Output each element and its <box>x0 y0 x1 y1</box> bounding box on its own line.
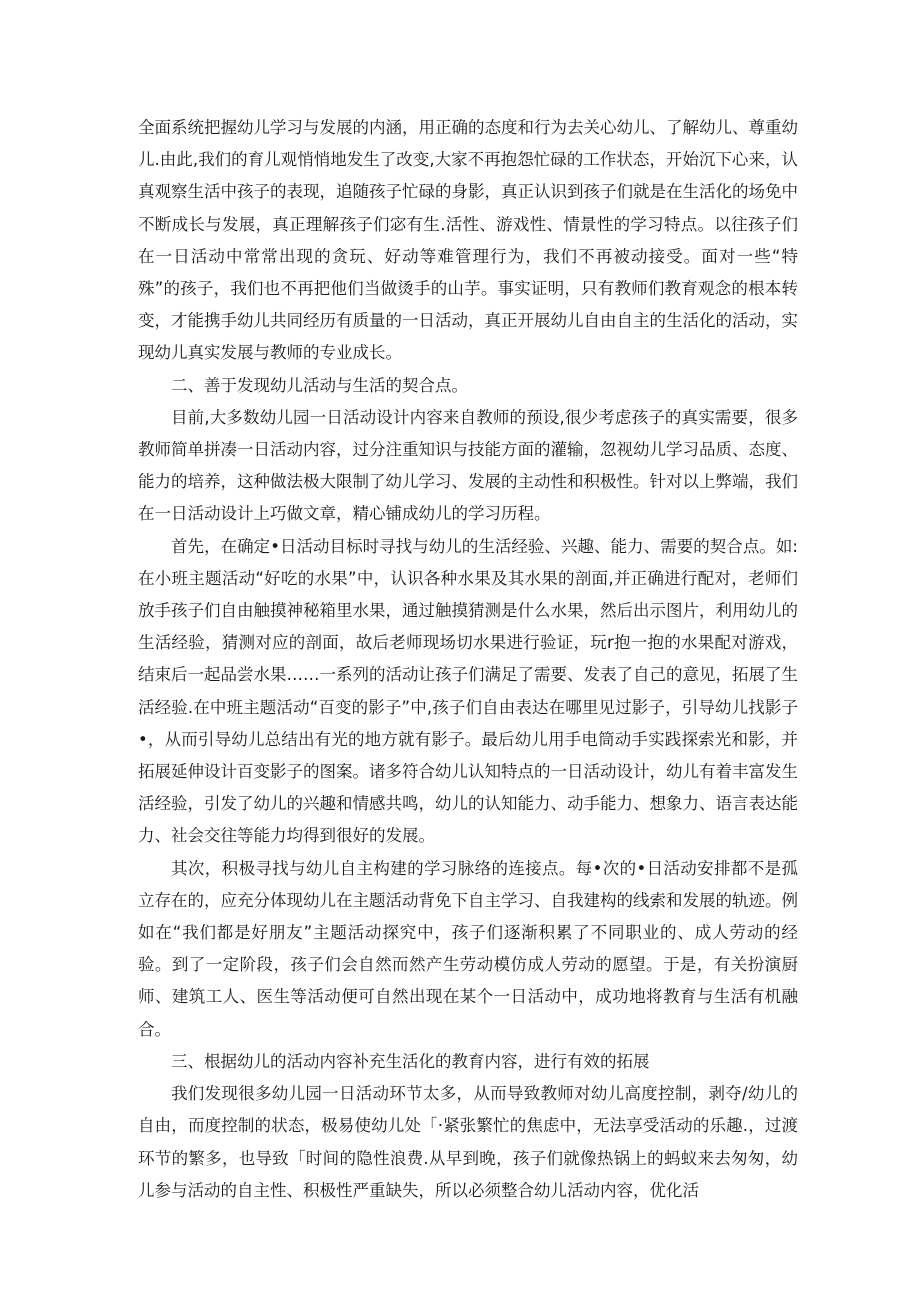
paragraph-2: 目前,大多数幼儿园一日活动设计内容来自教师的预设,很少考虑孩子的真实需要，很多教师简单拼凑一日活动内容，过分注重知识与技能方面的灌输，忽视幼儿学习品质、态度、能力的培养，这种做法极大限制了幼儿学习、发展的主动性和积极性。针对以上弊端，我们在一日活动设计上巧做文章，精心铺成幼儿的学习历程。 <box>138 407 798 524</box>
paragraph-1: 全面系统把握幼儿学习与发展的内涵，用正确的态度和行为去关心幼儿、了解幼儿、尊重幼儿.由此,我们的育儿观悄悄地发生了改变,大家不再抱怨忙碌的工作状态，开始沉下心来，认真观察生活中孩子的表现，追随孩子忙碌的身影，真正认识到孩子们就是在生活化的场免中不断成长与发展，真正理解孩子们宓有生.活性、游戏性、情景性的学习特点。以往孩子们在一日活动中常常出现的贪玩、好动等难管理行为，我们不再被动接受。面对一些“特殊”的孩子，我们也不再把他们当做烫手的山芋。事实证明，只有教师们教育观念的根本转变，才能携手幼儿共同经历有质量的一日活动，真正开展幼儿自由自主的生活化的活动，实现幼儿真实发展与教师的专业成长。 <box>138 118 798 363</box>
paragraph-3: 首先，在确定•日活动目标时寻找与幼儿的生活经验、兴趣、能力、需要的契合点。如:在小班主题活动“好吃的水果”中，认识各种水果及其水果的剖面,并正确进行配对，老师们放手孩子们自由触摸神秘箱里水果，通过触摸猜测是什么水果，然后出示图片，利用幼儿的生活经验，猜测对应的剖面，故后老师现场切水果进行验证，玩r抱一抱的水果配对游戏，结束后一起品尝水果……一系列的活动让孩子们满足了需要、发表了自己的意见，拓展了生活经验.在中班主题活动“百变的影子”中,孩子们自由表达在哪里见过影子，引导幼儿找影子•，从而引导幼儿总结出有光的地方就有影子。最后幼儿用手电筒动手实践探索光和影，并拓展延伸设计百变影子的图案。诸多符合幼儿认知特点的一日活动设计，幼儿有着丰富发生活经验，引发了幼儿的兴趣和情感共鸣，幼儿的认知能力、动手能力、想象力、语言表达能力、社会交往等能力均得到很好的发展。 <box>138 536 798 846</box>
paragraph-4: 其次，积极寻找与幼儿自主构建的学习脉络的连接点。每•次的•日活动安排都不是孤立存在的，应充分体现幼儿在主题活动背免下自主学习、自我建构的线索和发展的轨迹。例如在“我们都是好朋友”主题活动探究中，孩子们逐渐积累了不同职业的、成人劳动的经验。到了一定阶段，孩子们会自然而然产生劳动模仿成人劳动的愿望。于是，有关扮演厨师、建筑工人、医生等活动便可自然出现在某个一日活动中，成功地将教育与生活有机融合。 <box>138 858 798 1039</box>
section-heading-2: 二、善于发现幼儿活动与生活的契合点。 <box>171 375 468 395</box>
paragraph-5: 我们发现很多幼儿园一日活动环节太多，从而导致教师对幼儿高度控制，剥夺/幼儿的自由，而度控制的状态，极易使幼儿处「·紧张繁忙的焦虑中，无法享受活动的乐趣.，过渡环节的繁多，也导致「时间的隐性浪费.从早到晚，孩子们就像热锅上的蚂蚁来去匆匆，幼儿参与活动的自主性、积极性严重缺失，所以必须整合幼儿活动内容，优化活 <box>138 1084 798 1200</box>
section-heading-3: 三、根据幼儿的活动内容补充生活化的教育内容，进行有效的拓展 <box>171 1051 650 1071</box>
document-body <box>138 112 798 1207</box>
